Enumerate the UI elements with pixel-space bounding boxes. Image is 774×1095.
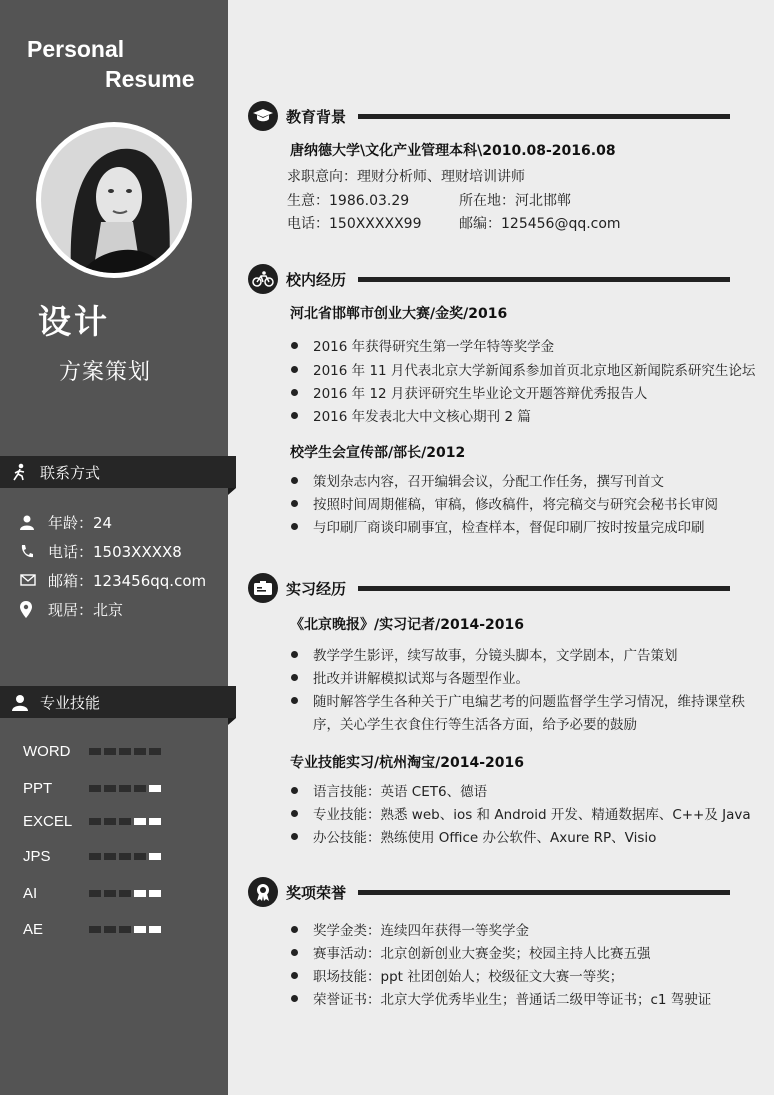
skill-level-bar xyxy=(89,748,161,755)
skills-heading xyxy=(0,686,236,718)
list-item: 2016 年 12 月获评研究生毕业论文开题答辩优秀报告人 xyxy=(291,382,647,402)
skill-level-block xyxy=(119,890,131,897)
list-item: 策划杂志内容，召开编辑会议，分配工作任务，撰写刊首文 xyxy=(291,470,664,490)
skill-level-block xyxy=(149,890,161,897)
contact-heading xyxy=(0,456,236,488)
list-item: 职场技能：ppt 社团创始人；校级征文大赛一等奖； xyxy=(291,965,623,985)
skill-name: PPT xyxy=(23,779,53,797)
list-item: 办公技能：熟练使用 Office 办公软件、Axure RP、Visio xyxy=(291,826,656,846)
contact-phone: 电话：1503XXXX8 xyxy=(20,540,225,562)
skill-level-block xyxy=(104,785,116,792)
list-item: 与印刷厂商谈印刷事宜，检查样本，督促印刷厂按时按量完成印刷 xyxy=(291,516,705,536)
list-item: 按照时间周期催稿，审稿，修改稿件，将完稿交与研究会秘书长审阅 xyxy=(291,493,718,513)
list-item-continuation: 序，关心学生衣食住行等生活各方面，给予必要的鼓励 xyxy=(313,717,637,733)
skill-level-block xyxy=(149,818,161,825)
intern-group-title: 专业技能实习/杭州淘宝/2014-2016 xyxy=(290,755,524,771)
skill-level-block xyxy=(149,748,161,755)
skill-level-bar xyxy=(89,853,161,860)
skill-name: WORD xyxy=(23,742,71,760)
skill-level-block xyxy=(149,926,161,933)
skill-level-block xyxy=(119,748,131,755)
skill-level-block xyxy=(134,926,146,933)
mail-icon xyxy=(20,574,48,586)
skill-name: JPS xyxy=(23,847,51,865)
location-icon xyxy=(20,601,48,618)
skill-level-block xyxy=(104,818,116,825)
portrait-photo xyxy=(41,127,187,273)
role-title: 设计 xyxy=(38,302,110,341)
skill-level-block xyxy=(104,890,116,897)
skill-level-block xyxy=(119,926,131,933)
list-item: 随时解答学生各种关于广电编艺考的问题监督学生学习情况，维持课堂秩 xyxy=(291,690,745,710)
skill-level-block xyxy=(134,853,146,860)
bicycle-icon xyxy=(248,264,278,294)
list-item: 2016 年获得研究生第一学年特等奖学金 xyxy=(291,335,554,355)
skill-level-block xyxy=(134,890,146,897)
list-item: 奖学金类：连续四年获得一等奖学金 xyxy=(291,919,529,939)
campus-group-title: 河北省邯郸市创业大赛/金奖/2016 xyxy=(290,306,508,322)
awards-section-header xyxy=(248,877,738,907)
skill-level-bar xyxy=(89,785,161,792)
education-school: 唐纳德大学\文化产业管理本科\2010.08-2016.08 xyxy=(290,143,616,159)
list-item: 赛事活动：北京创新创业大赛金奖；校园主持人比赛五强 xyxy=(291,942,651,962)
contact-age: 年龄：24 xyxy=(20,511,225,533)
skill-level-block xyxy=(134,785,146,792)
list-item: 荣誉证书：北京大学优秀毕业生；普通话二级甲等证书；c1 驾驶证 xyxy=(291,988,711,1008)
list-item: 语言技能：英语 CET6、德语 xyxy=(291,780,487,800)
skill-name: AI xyxy=(23,884,38,902)
skill-row xyxy=(23,919,223,939)
list-item: 教学学生影评，续写故事，分镜头脚本，文学剧本，广告策划 xyxy=(291,644,678,664)
skill-row xyxy=(23,883,223,903)
skill-level-bar xyxy=(89,890,161,897)
skill-level-block xyxy=(89,926,101,933)
skill-level-block xyxy=(89,785,101,792)
skill-name: EXCEL xyxy=(23,812,73,830)
skill-row xyxy=(23,778,223,798)
campus-heading: 校内经历 xyxy=(286,271,347,289)
skill-level-block xyxy=(104,926,116,933)
list-item: 2016 年发表北大中文核心期刊 2 篇 xyxy=(291,405,531,425)
id-card-icon xyxy=(248,573,278,603)
person-icon xyxy=(20,514,48,530)
sidebar xyxy=(0,0,228,1095)
education-phone: 电话：150XXXXX99 xyxy=(287,216,422,232)
medal-icon xyxy=(248,877,278,907)
skill-level-block xyxy=(89,853,101,860)
campus-group-title: 校学生会宣传部/部长/2012 xyxy=(290,445,466,461)
person-icon xyxy=(0,694,40,711)
resume-title-line2: Resume xyxy=(105,66,195,92)
skill-row xyxy=(23,741,223,761)
section-divider xyxy=(358,277,730,282)
section-divider xyxy=(358,114,730,119)
contact-location: 现居：北京 xyxy=(20,598,225,620)
walking-person-icon xyxy=(0,463,40,481)
skill-level-block xyxy=(119,853,131,860)
avatar xyxy=(36,122,192,278)
intern-section-header xyxy=(248,573,738,603)
skill-level-bar xyxy=(89,926,161,933)
skill-level-block xyxy=(89,748,101,755)
skill-level-block xyxy=(104,853,116,860)
section-divider xyxy=(358,890,730,895)
education-heading: 教育背景 xyxy=(286,108,347,126)
skill-name: AE xyxy=(23,920,44,938)
skill-level-block xyxy=(89,890,101,897)
intern-group-title: 《北京晚报》/实习记者/2014-2016 xyxy=(290,617,524,633)
skill-level-block xyxy=(119,818,131,825)
awards-heading: 奖项荣誉 xyxy=(286,884,347,902)
skill-level-bar xyxy=(89,818,161,825)
education-location: 所在地：河北邯郸 xyxy=(459,193,571,209)
skill-row xyxy=(23,846,223,866)
skill-row xyxy=(23,811,223,831)
graduation-cap-icon xyxy=(248,101,278,131)
skill-level-block xyxy=(149,785,161,792)
skill-level-block xyxy=(149,853,161,860)
role-subtitle: 方案策划 xyxy=(59,360,152,385)
list-item: 批改并讲解模拟试郑与各题型作业。 xyxy=(291,667,529,687)
intern-heading: 实习经历 xyxy=(286,580,347,598)
skill-level-block xyxy=(104,748,116,755)
contact-email: 邮箱：123456qq.com xyxy=(20,569,225,591)
education-section-header xyxy=(248,101,738,131)
resume-title-line1: Personal xyxy=(27,36,125,62)
list-item: 专业技能：熟悉 web、ios 和 Android 开发、精通数据库、C++及 Java xyxy=(291,803,751,823)
skills-heading-label: 专业技能 xyxy=(40,693,101,712)
list-item: 2016 年 11 月代表北京大学新闻系参加首页北京地区新闻院系研究生论坛 xyxy=(291,359,755,379)
education-birth: 生意：1986.03.29 xyxy=(287,193,410,209)
phone-icon xyxy=(20,544,48,559)
contact-heading-label: 联系方式 xyxy=(40,463,101,482)
skill-level-block xyxy=(134,818,146,825)
education-intent: 求职意向：理财分析师、理财培训讲师 xyxy=(287,169,525,185)
education-email: 邮编：125456@qq.com xyxy=(459,216,621,232)
campus-section-header xyxy=(248,264,738,294)
skill-level-block xyxy=(89,818,101,825)
skill-level-block xyxy=(134,748,146,755)
section-divider xyxy=(358,586,730,591)
skill-level-block xyxy=(119,785,131,792)
